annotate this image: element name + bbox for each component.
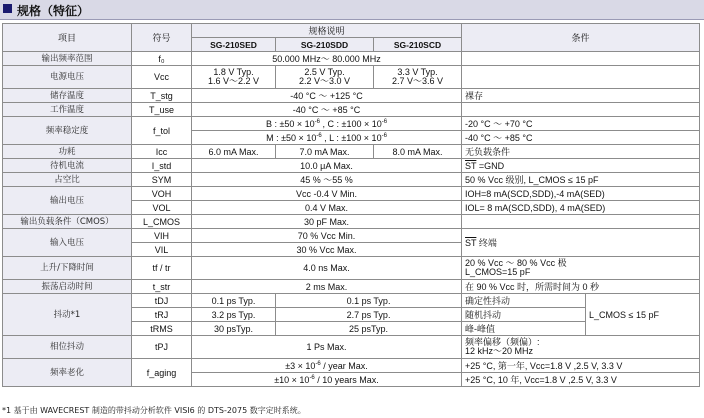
spec-table xyxy=(2,23,700,387)
symbol-cell: tDJ xyxy=(132,294,192,308)
table-row xyxy=(3,173,700,187)
header-symbol: 符号 xyxy=(132,24,192,52)
spec-value-sdd xyxy=(276,66,374,89)
spec-value-scd: 8.0 mA Max. xyxy=(374,145,462,159)
aging-10y-suffix: / 10 years Max. xyxy=(314,374,379,385)
condition-cell: 随机抖动 xyxy=(462,308,586,322)
table-row xyxy=(3,336,700,359)
param-label: 工作温度 xyxy=(3,103,132,117)
model-scd: SG-210SCD xyxy=(374,38,462,52)
condition-cell xyxy=(462,103,700,117)
condition-line: L_CMOS=15 pF xyxy=(465,267,531,277)
vcc-typ: 1.8 V Typ. xyxy=(213,67,254,77)
vcc-range: 1.6 V～2.2 V xyxy=(207,76,260,86)
spec-value-sed: 0.1 ps Typ. xyxy=(192,294,276,308)
param-label: 电源电压 xyxy=(3,66,132,89)
symbol-cell: Icc xyxy=(132,145,192,159)
table-row xyxy=(3,145,700,159)
symbol-cell: tRJ xyxy=(132,308,192,322)
exponent: -6 xyxy=(314,118,321,125)
symbol-cell: tPJ xyxy=(132,336,192,359)
condition-cell xyxy=(462,66,700,89)
symbol-cell: T_stg xyxy=(132,89,192,103)
condition-cell: +25 °C, 10 年, Vcc=1.8 V ,2.5 V, 3.3 V xyxy=(462,373,700,387)
spec-value: Vcc -0.4 V Min. xyxy=(192,187,462,201)
spec-value-sdd-scd: 25 psTyp. xyxy=(276,322,462,336)
table-header-row xyxy=(3,24,700,38)
header-spec: 规格说明 xyxy=(192,24,462,38)
spec-value: 2 ms Max. xyxy=(192,280,462,294)
param-label: 输出频率范围 xyxy=(3,52,132,66)
ftol-b-text: B : ±50 × 10 xyxy=(265,118,315,129)
spec-value xyxy=(192,359,462,373)
condition-cell: +25 °C, 第一年, Vcc=1.8 V ,2.5 V, 3.3 V xyxy=(462,359,700,373)
table-row xyxy=(3,117,700,131)
model-sdd: SG-210SDD xyxy=(276,38,374,52)
footnote: *1 基于由 WAVECREST 制造的带抖动分析软件 VISI6 的 DTS-2075 数字定时系统。 xyxy=(2,406,306,415)
spec-value: 50.000 MHz～ 80.000 MHz xyxy=(192,52,462,66)
symbol-cell: SYM xyxy=(132,173,192,187)
section-header-bar xyxy=(0,0,704,20)
spec-value: 0.4 V Max. xyxy=(192,201,462,215)
spec-value-sed: 30 psTyp. xyxy=(192,322,276,336)
param-label: 输入电压 xyxy=(3,229,132,257)
condition-cell: 无负载条件 xyxy=(462,145,700,159)
ftol-c-text: , C : ±100 × 10 xyxy=(320,118,382,129)
spec-value xyxy=(192,117,462,131)
symbol-cell: f_tol xyxy=(132,117,192,145)
spec-value-sed: 6.0 mA Max. xyxy=(192,145,276,159)
spec-value-sdd-scd: 0.1 ps Typ. xyxy=(276,294,462,308)
spec-value-sed xyxy=(192,66,276,89)
condition-line: 20 % Vcc ～ 80 % Vcc 极 xyxy=(465,258,567,268)
st-pin-label: $\overline{ST}$ xyxy=(465,160,477,171)
condition-cell: 确定性抖动 xyxy=(462,294,586,308)
spec-value xyxy=(192,373,462,387)
symbol-cell: T_use xyxy=(132,103,192,117)
aging-year-suffix: / year Max. xyxy=(320,360,368,371)
vcc-typ: 3.3 V Typ. xyxy=(397,67,438,77)
spec-value-sed: 3.2 ps Typ. xyxy=(192,308,276,322)
spec-value: 10.0 μA Max. xyxy=(192,159,462,173)
table-row xyxy=(3,294,700,308)
symbol-cell: tRMS xyxy=(132,322,192,336)
vcc-typ: 2.5 V Typ. xyxy=(304,67,345,77)
condition-cell: 裸存 xyxy=(462,89,700,103)
table-row xyxy=(3,52,700,66)
param-label: 输出负载条件（CMOS） xyxy=(3,215,132,229)
condition-cell: -20 °C ～ +70 °C xyxy=(462,117,700,131)
ftol-m-text: M : ±50 × 10 xyxy=(266,132,317,143)
st-pin-label: $\overline{ST}$ xyxy=(465,237,477,248)
symbol-cell: VOL xyxy=(132,201,192,215)
symbol-cell: f_aging xyxy=(132,359,192,387)
symbol-cell: VOH xyxy=(132,187,192,201)
vcc-range: 2.2 V～3.0 V xyxy=(298,76,351,86)
condition-text: =GND xyxy=(476,160,505,171)
param-label: 输出电压 xyxy=(3,187,132,215)
spec-value: -40 °C ～ +85 °C xyxy=(192,103,462,117)
spec-value: 45 % ～55 % xyxy=(192,173,462,187)
table-row xyxy=(3,66,700,89)
table-row xyxy=(3,187,700,201)
exponent: -6 xyxy=(316,132,322,139)
table-row xyxy=(3,159,700,173)
param-label: 抖动*1 xyxy=(3,294,132,336)
condition-cell xyxy=(462,215,700,229)
condition-cell: 在 90 % Vcc 时，所需时间为 0 秒 xyxy=(462,280,700,294)
table-row xyxy=(3,215,700,229)
param-label: 待机电流 xyxy=(3,159,132,173)
symbol-cell: f₀ xyxy=(132,52,192,66)
spec-value: 30 % Vcc Max. xyxy=(192,243,462,257)
header-item: 项目 xyxy=(3,24,132,52)
spec-value: 1 Ps Max. xyxy=(192,336,462,359)
table-row xyxy=(3,257,700,280)
aging-year-text: ±3 × 10 xyxy=(285,360,316,371)
symbol-cell: tf / tr xyxy=(132,257,192,280)
condition-cell: IOH=8 mA(SCD,SDD),-4 mA(SED) xyxy=(462,187,700,201)
aging-10y-text: ±10 × 10 xyxy=(274,374,310,385)
param-label: 功耗 xyxy=(3,145,132,159)
spec-value-scd xyxy=(374,66,462,89)
symbol-cell: Vcc xyxy=(132,66,192,89)
table-row xyxy=(3,229,700,243)
square-bullet-icon xyxy=(3,4,12,13)
spec-value: 70 % Vcc Min. xyxy=(192,229,462,243)
table-row xyxy=(3,89,700,103)
condition-text: 终端 xyxy=(476,237,497,248)
param-label: 频率老化 xyxy=(3,359,132,387)
condition-cell: -40 °C ～ +85 °C xyxy=(462,131,700,145)
param-label: 上升/下降时间 xyxy=(3,257,132,280)
param-label: 频率稳定度 xyxy=(3,117,132,145)
param-label: 振荡启动时间 xyxy=(3,280,132,294)
symbol-cell: L_CMOS xyxy=(132,215,192,229)
section-title: 规格（特征） xyxy=(17,4,90,18)
condition-cell xyxy=(462,257,700,280)
model-sed: SG-210SED xyxy=(192,38,276,52)
spec-value: -40 °C ～ +125 °C xyxy=(192,89,462,103)
symbol-cell: VIL xyxy=(132,243,192,257)
spec-value: 4.0 ns Max. xyxy=(192,257,462,280)
spec-value-sdd-scd: 2.7 ps Typ. xyxy=(276,308,462,322)
symbol-cell: I_std xyxy=(132,159,192,173)
condition-cell: 峰-峰值 xyxy=(462,322,586,336)
table-row xyxy=(3,103,700,117)
symbol-cell: t_str xyxy=(132,280,192,294)
vcc-range: 2.7 V～3.6 V xyxy=(392,76,444,86)
condition-cell: 50 % Vcc 级别, L_CMOS ≤ 15 pF xyxy=(462,173,700,187)
condition-cell xyxy=(462,336,700,359)
param-label: 储存温度 xyxy=(3,89,132,103)
condition-line: 频率偏移（频偏）: xyxy=(465,337,540,347)
condition-cell xyxy=(462,229,700,257)
exponent: -6 xyxy=(315,360,321,367)
condition-cell: IOL= 8 mA(SCD,SDD), 4 mA(SED) xyxy=(462,201,700,215)
param-label: 相位抖动 xyxy=(3,336,132,359)
ftol-l-text: , L : ±100 × 10 xyxy=(321,132,382,143)
condition-cell xyxy=(462,159,700,173)
condition-cell xyxy=(462,52,700,66)
condition-line: 12 kHz～20 MHz xyxy=(465,346,534,356)
spec-value: 30 pF Max. xyxy=(192,215,462,229)
symbol-cell: VIH xyxy=(132,229,192,243)
condition-cell: L_CMOS ≤ 15 pF xyxy=(586,294,700,336)
exponent: -6 xyxy=(309,374,315,381)
param-label: 占空比 xyxy=(3,173,132,187)
table-row xyxy=(3,280,700,294)
exponent: -6 xyxy=(381,118,388,125)
spec-value-sdd: 7.0 mA Max. xyxy=(276,145,374,159)
table-row xyxy=(3,359,700,373)
exponent: -6 xyxy=(381,132,387,139)
spec-value xyxy=(192,131,462,145)
header-condition: 条件 xyxy=(462,24,700,52)
